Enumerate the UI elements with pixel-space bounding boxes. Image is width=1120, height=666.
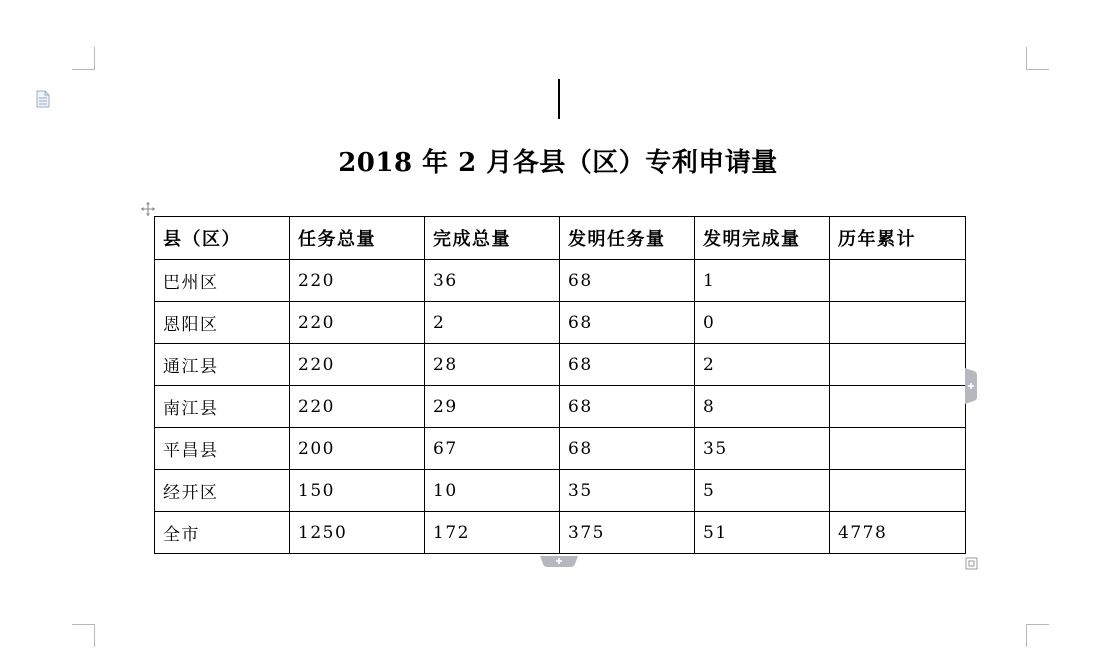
table-cell[interactable]: 5 xyxy=(695,470,830,512)
table-cell[interactable] xyxy=(830,386,966,428)
header-cell-completed-total[interactable]: 完成总量 xyxy=(425,217,560,260)
table-cell[interactable]: 220 xyxy=(290,386,425,428)
table-row xyxy=(155,302,966,344)
table-cell[interactable]: 通江县 xyxy=(155,344,290,386)
table-cell[interactable]: 68 xyxy=(560,260,695,302)
table-cell[interactable]: 全市 xyxy=(155,512,290,554)
table-cell[interactable]: 68 xyxy=(560,302,695,344)
table-cell[interactable]: 172 xyxy=(425,512,560,554)
margin-corner-top-left xyxy=(72,47,95,70)
margin-corner-bottom-right xyxy=(1026,624,1049,647)
header-cell-invention-completed[interactable]: 发明完成量 xyxy=(695,217,830,260)
table-cell[interactable]: 51 xyxy=(695,512,830,554)
table-cell[interactable]: 1250 xyxy=(290,512,425,554)
margin-corner-bottom-left xyxy=(72,624,95,647)
table-cell[interactable]: 150 xyxy=(290,470,425,512)
header-cell-county[interactable]: 县（区） xyxy=(155,217,290,260)
patent-table xyxy=(154,216,966,554)
table-cell[interactable]: 2 xyxy=(425,302,560,344)
table-cell[interactable]: 375 xyxy=(560,512,695,554)
table-row xyxy=(155,386,966,428)
text-cursor xyxy=(558,79,560,119)
table-cell[interactable]: 68 xyxy=(560,344,695,386)
document-icon[interactable] xyxy=(36,90,50,108)
table-cell[interactable] xyxy=(830,344,966,386)
table-cell[interactable]: 220 xyxy=(290,302,425,344)
table-cell[interactable]: 10 xyxy=(425,470,560,512)
table-cell[interactable]: 29 xyxy=(425,386,560,428)
table-row xyxy=(155,470,966,512)
table-cell[interactable]: 恩阳区 xyxy=(155,302,290,344)
table-cell[interactable] xyxy=(830,260,966,302)
table-row xyxy=(155,344,966,386)
table-cell[interactable]: 8 xyxy=(695,386,830,428)
table-cell[interactable] xyxy=(830,302,966,344)
document-title: 2018 年 2 月各县（区）专利申请量 xyxy=(338,148,778,178)
table-cell[interactable]: 2 xyxy=(695,344,830,386)
table-cell[interactable]: 经开区 xyxy=(155,470,290,512)
table-cell[interactable]: 200 xyxy=(290,428,425,470)
header-cell-task-total[interactable]: 任务总量 xyxy=(290,217,425,260)
table-cell[interactable] xyxy=(830,470,966,512)
table-cell[interactable]: 36 xyxy=(425,260,560,302)
table-cell[interactable]: 巴州区 xyxy=(155,260,290,302)
header-cell-cumulative[interactable]: 历年累计 xyxy=(830,217,966,260)
table-cell[interactable]: 35 xyxy=(695,428,830,470)
table-cell[interactable]: 67 xyxy=(425,428,560,470)
table-move-handle-icon[interactable] xyxy=(140,201,156,217)
table-cell[interactable]: 平昌县 xyxy=(155,428,290,470)
table-cell[interactable]: 28 xyxy=(425,344,560,386)
table-header-row xyxy=(155,217,966,260)
table-cell[interactable]: 0 xyxy=(695,302,830,344)
table-cell[interactable]: 68 xyxy=(560,428,695,470)
table-cell[interactable]: 南江县 xyxy=(155,386,290,428)
table-cell[interactable]: 35 xyxy=(560,470,695,512)
table-cell[interactable]: 220 xyxy=(290,260,425,302)
table-row-total xyxy=(155,512,966,554)
header-cell-invention-task[interactable]: 发明任务量 xyxy=(560,217,695,260)
table-cell[interactable]: 4778 xyxy=(830,512,966,554)
add-row-icon[interactable] xyxy=(540,556,578,568)
table-cell[interactable]: 68 xyxy=(560,386,695,428)
table-cell[interactable] xyxy=(830,428,966,470)
table-row xyxy=(155,428,966,470)
table-row xyxy=(155,260,966,302)
table-resize-icon[interactable] xyxy=(965,557,978,570)
margin-corner-top-right xyxy=(1026,47,1049,70)
table-cell[interactable]: 220 xyxy=(290,344,425,386)
add-column-icon[interactable] xyxy=(965,368,978,404)
table-cell[interactable]: 1 xyxy=(695,260,830,302)
